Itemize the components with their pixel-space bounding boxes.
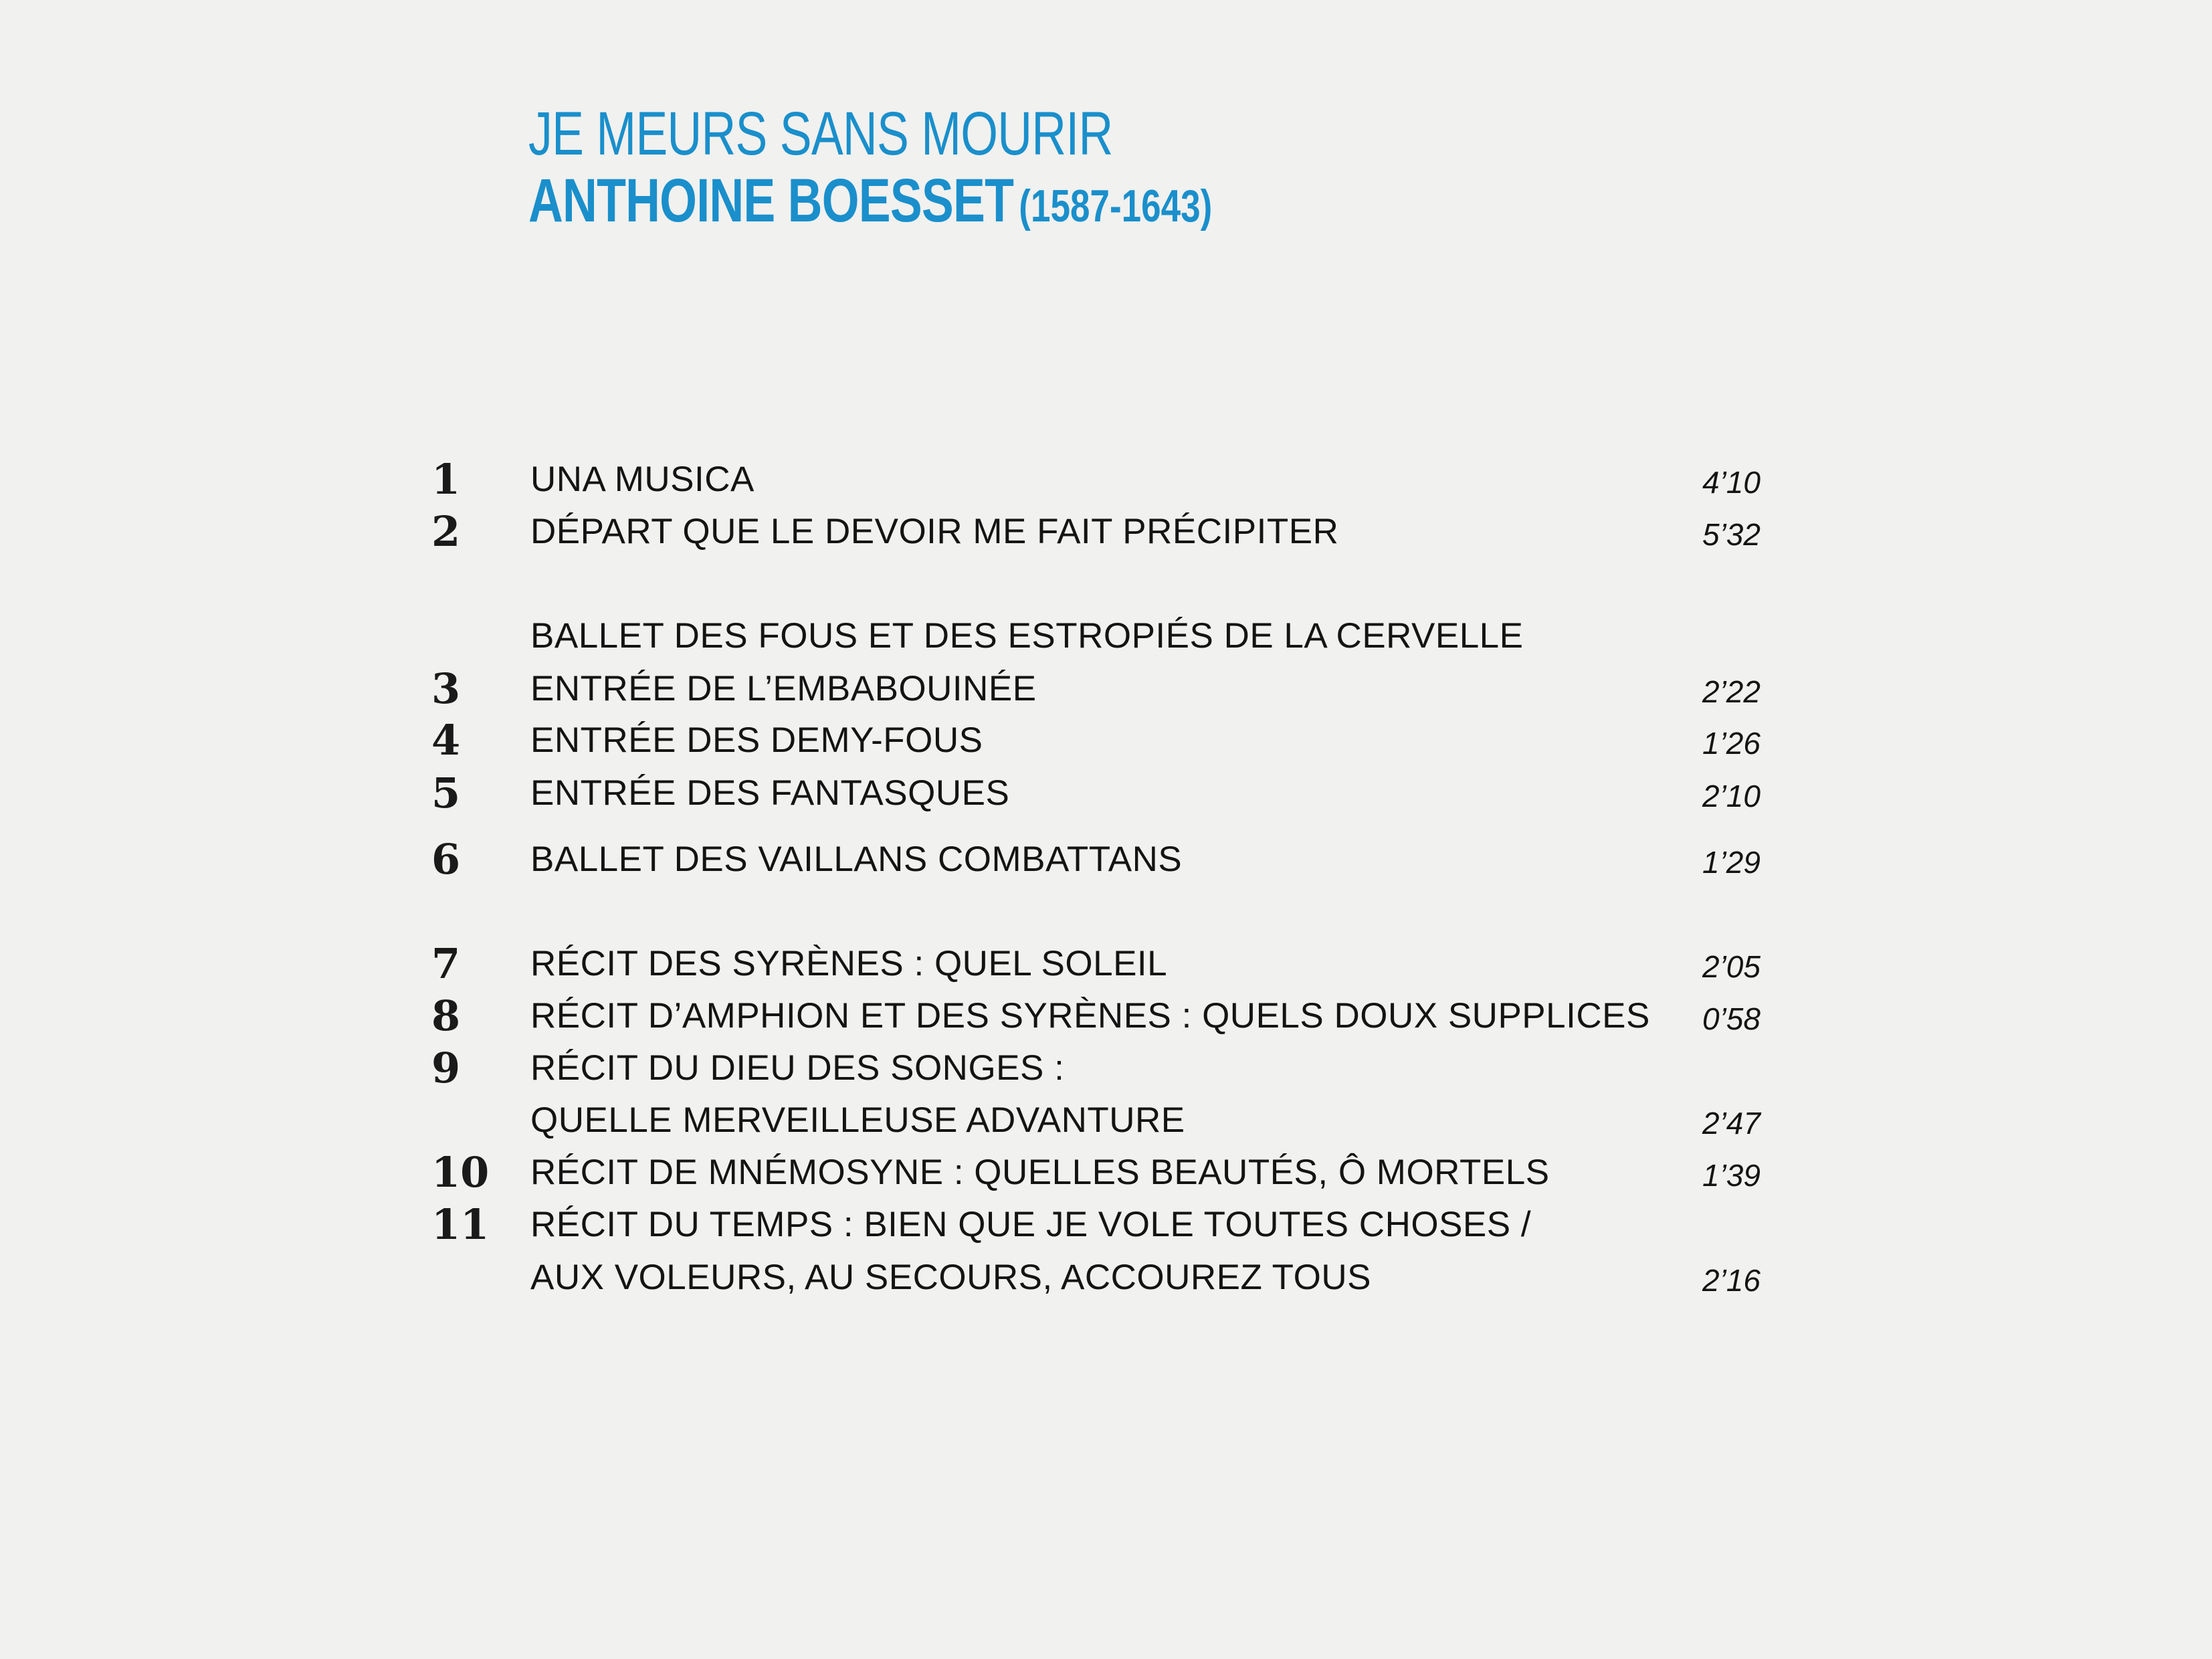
track-number: 4 [431,716,461,765]
track-number: 7 [431,939,461,988]
track-title: BALLET DES VAILLANS COMBATTANS [530,840,1183,879]
track-row [0,937,2212,991]
track-duration: 2’16 [1702,1263,1761,1298]
track-row [0,989,2212,1043]
track-duration: 2’05 [1702,949,1761,984]
track-number: 8 [431,991,461,1040]
track-title: RÉCIT DU DIEU DES SONGES : [530,1048,1065,1088]
track-row [0,453,2212,506]
track-row [0,1042,2212,1095]
track-duration: 2’47 [1702,1106,1761,1141]
track-title: ENTRÉE DES FANTASQUES [530,773,1010,813]
track-row [0,767,2212,820]
track-row [0,1198,2212,1252]
track-number: 2 [431,507,461,556]
track-duration: 2’10 [1702,779,1761,813]
track-title: RÉCIT DES SYRÈNES : QUEL SOLEIL [530,944,1168,983]
track-number: 6 [431,835,461,884]
section-title: BALLET DES FOUS ET DES ESTROPIÉS DE LA CERVELLE [530,616,1524,656]
track-number: 3 [431,664,461,713]
track-duration: 4’10 [1702,465,1761,500]
track-number: 10 [431,1148,490,1197]
track-row [0,833,2212,886]
track-title: ENTRÉE DES DEMY-FOUS [530,720,983,760]
track-duration: 1’39 [1702,1158,1761,1193]
track-row [0,1251,2212,1304]
track-title: RÉCIT DE MNÉMOSYNE : QUELLES BEAUTÉS, Ô MORTELS [530,1153,1550,1192]
composer-dates: (1587-1643) [1019,181,1213,231]
track-duration: 1’26 [1702,726,1761,761]
album-title: JE MEURS SANS MOURIR [528,100,1113,168]
composer-line [528,167,1212,252]
track-duration: 1’29 [1702,845,1761,880]
track-number: 1 [431,455,461,504]
track-row [0,714,2212,767]
composer-name: ANTHOINE BOESSET [528,167,1014,235]
track-row [0,1094,2212,1147]
track-title: DÉPART QUE LE DEVOIR ME FAIT PRÉCIPITER [530,512,1339,551]
track-duration: 5’32 [1702,517,1761,552]
track-title: RÉCIT DU TEMPS : BIEN QUE JE VOLE TOUTES CHOSES / [530,1205,1532,1244]
track-number: 11 [431,1200,490,1249]
track-duration: 0’58 [1702,1001,1761,1036]
track-duration: 2’22 [1702,674,1761,709]
track-title: UNA MUSICA [530,460,755,499]
track-number: 9 [431,1044,461,1092]
track-row [0,1146,2212,1199]
track-title-continued: AUX VOLEURS, AU SECOURS, ACCOUREZ TOUS [530,1258,1371,1297]
track-title: RÉCIT D’AMPHION ET DES SYRÈNES : QUELS DOUX SUPPLICES [530,996,1650,1036]
track-title-continued: QUELLE MERVEILLEUSE ADVANTURE [530,1100,1185,1140]
track-row [0,609,2212,663]
track-row [0,505,2212,559]
track-number: 5 [431,769,461,817]
track-row [0,662,2212,716]
album-header [528,100,1405,252]
track-title: ENTRÉE DE L’EMBABOUINÉE [530,669,1037,708]
